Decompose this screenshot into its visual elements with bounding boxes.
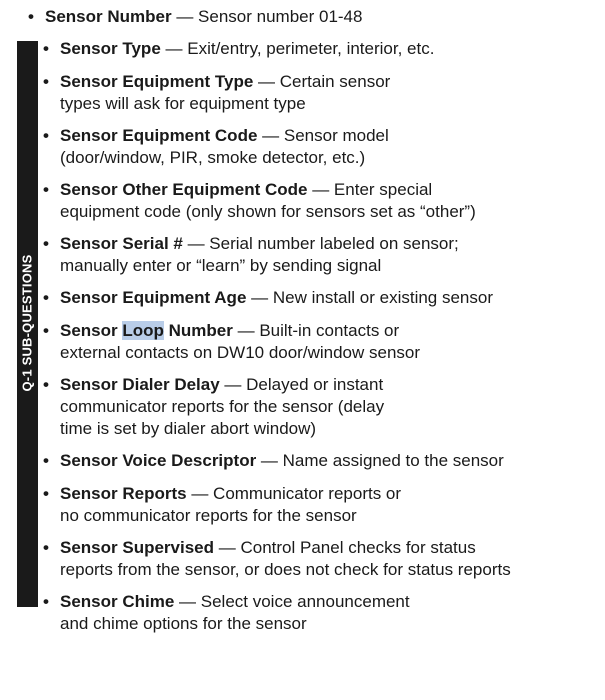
term: Sensor Chime — [60, 592, 175, 611]
list-item-continuation: manually enter or “learn” by sending signal — [60, 256, 382, 275]
term: Sensor Number — [45, 7, 172, 26]
bullet: • — [43, 484, 49, 503]
description: — Enter special — [307, 180, 433, 199]
description: — Serial number labeled on sensor; — [182, 234, 459, 253]
bullet: • — [43, 234, 49, 253]
item-sensor-number — [45, 7, 362, 27]
description: — Sensor model — [257, 126, 389, 145]
list-item-continuation: time is set by dialer abort window) — [60, 419, 317, 438]
bullet: • — [43, 451, 49, 470]
list-item-continuation: (door/window, PIR, smoke detector, etc.) — [60, 148, 366, 167]
description: — Built-in contacts or — [232, 321, 400, 340]
bullet: • — [43, 375, 49, 394]
list-item — [60, 126, 389, 146]
term: Sensor Other Equipment Code — [60, 180, 308, 199]
bullet: • — [43, 180, 49, 199]
highlighted-word: Loop — [122, 321, 164, 340]
bullet: • — [43, 592, 49, 611]
list-item — [60, 451, 504, 471]
term: Sensor Voice Descriptor — [60, 451, 257, 470]
list-item — [60, 321, 399, 341]
term-part: Number — [163, 321, 233, 340]
list-item — [60, 234, 459, 254]
description: — Certain sensor — [253, 72, 391, 91]
list-item-continuation: communicator reports for the sensor (delay — [60, 397, 385, 416]
term — [60, 321, 233, 340]
list-item — [60, 72, 390, 92]
list-item-continuation: types will ask for equipment type — [60, 94, 306, 113]
list-item — [60, 180, 432, 200]
description: — New install or existing sensor — [246, 288, 493, 307]
list-item — [60, 538, 476, 558]
list-item-continuation: no communicator reports for the sensor — [60, 506, 357, 525]
description: — Communicator reports or — [186, 484, 402, 503]
list-item — [60, 484, 401, 504]
bullet: • — [43, 39, 49, 58]
sidebar-label: Q-1 SUB-QUESTIONS — [19, 254, 35, 392]
term: Sensor Supervised — [60, 538, 215, 557]
term: Sensor Equipment Type — [60, 72, 254, 91]
term-part: Sensor — [60, 321, 123, 340]
list-item — [60, 592, 410, 612]
term: Sensor Reports — [60, 484, 187, 503]
list-item — [60, 39, 434, 59]
bullet: • — [28, 7, 34, 26]
description: — Exit/entry, perimeter, interior, etc. — [160, 39, 435, 58]
bullet: • — [43, 321, 49, 340]
list-item — [60, 288, 493, 308]
bullet: • — [43, 538, 49, 557]
list-item-continuation: equipment code (only shown for sensors set as “other”) — [60, 202, 476, 221]
description: — Name assigned to the sensor — [256, 451, 504, 470]
description: — Delayed or instant — [219, 375, 384, 394]
description: — Sensor number 01-48 — [171, 7, 363, 26]
bullet: • — [43, 72, 49, 91]
term: Sensor Type — [60, 39, 161, 58]
list-item-continuation: and chime options for the sensor — [60, 614, 307, 633]
term: Sensor Equipment Age — [60, 288, 247, 307]
term: Sensor Serial # — [60, 234, 183, 253]
list-item-continuation: reports from the sensor, or does not check for status reports — [60, 560, 511, 579]
term: Sensor Dialer Delay — [60, 375, 220, 394]
list-item-continuation: external contacts on DW10 door/window sensor — [60, 343, 421, 362]
bullet: • — [43, 288, 49, 307]
term: Sensor Equipment Code — [60, 126, 258, 145]
list-item — [60, 375, 383, 395]
bullet: • — [43, 126, 49, 145]
description: — Select voice announcement — [174, 592, 410, 611]
description: — Control Panel checks for status — [214, 538, 476, 557]
